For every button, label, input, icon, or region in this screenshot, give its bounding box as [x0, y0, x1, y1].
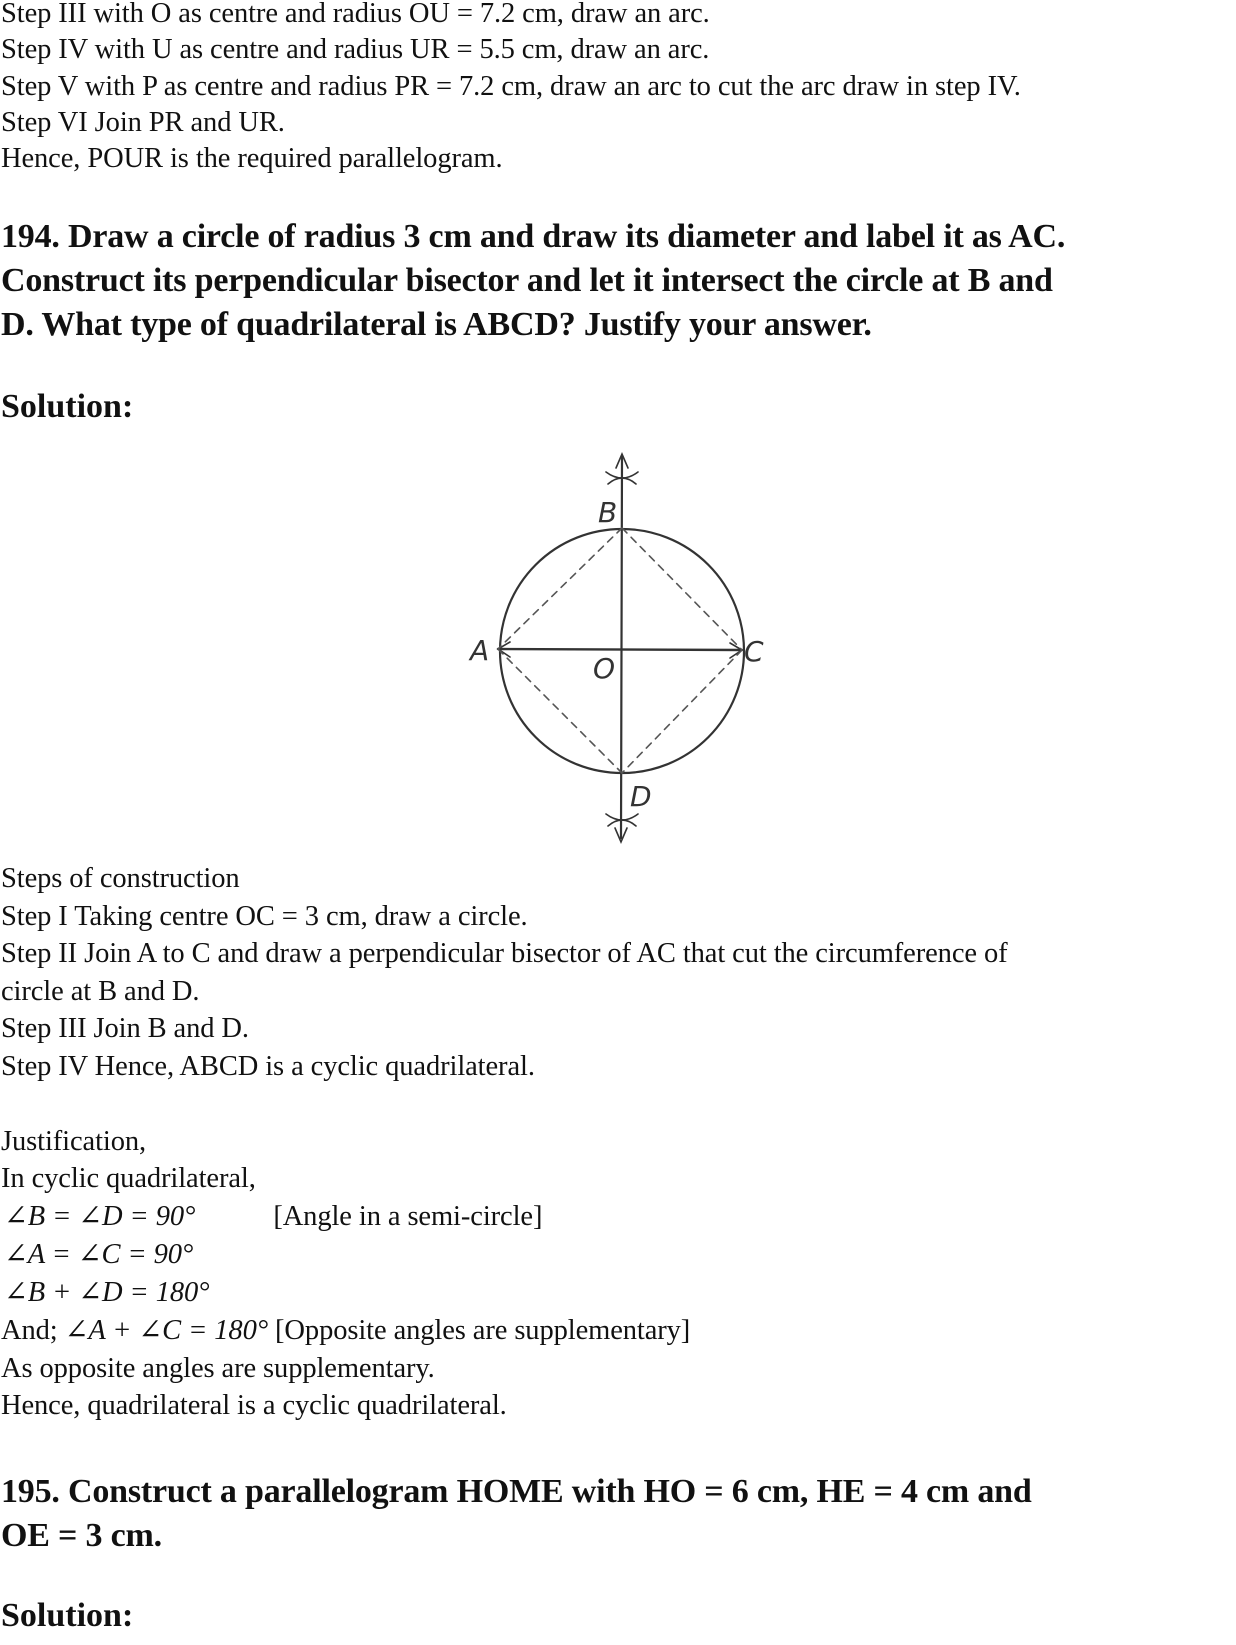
question-195-line-2: OE = 3 cm.	[1, 1517, 162, 1554]
equation-1-note: [Angle in a semi-circle]	[273, 1201, 543, 1232]
diameter-ac	[498, 649, 742, 650]
justification-heading: Justification,	[1, 1126, 147, 1157]
step-iii-text: Step III with O as centre and radius OU = 7.2 cm, draw an arc.	[1, 0, 710, 29]
step-iii-join-text: Step III Join B and D.	[1, 1013, 249, 1044]
equation-2: ∠A = ∠C = 90°	[4, 1239, 194, 1270]
step-i-text: Step I Taking centre OC = 3 cm, draw a circle.	[1, 901, 528, 932]
justification-line-5: As opposite angles are supplementary.	[1, 1353, 435, 1384]
label-a: A	[470, 634, 490, 667]
question-194-line-2: Construct its perpendicular bisector and let it intersect the circle at B and	[1, 262, 1053, 299]
justification-conclusion: Hence, quadrilateral is a cyclic quadrilateral.	[1, 1390, 507, 1421]
label-o: O	[593, 652, 616, 685]
step-iv-text: Step IV with U as centre and radius UR = 5.5 cm, draw an arc.	[1, 34, 710, 65]
equation-1: ∠B = ∠D = 90°	[4, 1201, 196, 1232]
justification-context: In cyclic quadrilateral,	[1, 1163, 256, 1194]
step-ii-text-cont: circle at B and D.	[1, 976, 200, 1007]
steps-heading: Steps of construction	[1, 863, 240, 894]
equation-3: ∠B + ∠D = 180°	[4, 1277, 210, 1308]
equation-4-note: [Opposite angles are supplementary]	[268, 1315, 691, 1346]
label-c: C	[744, 635, 764, 668]
equation-4: ∠A + ∠C = 180°	[64, 1315, 269, 1346]
solution-heading-194: Solution:	[1, 388, 134, 425]
step-iv-hence-text: Step IV Hence, ABCD is a cyclic quadrilateral.	[1, 1051, 535, 1082]
equation-4-prefix: And;	[1, 1315, 65, 1346]
equation-4-row	[1, 1312, 690, 1350]
question-194-line-3: D. What type of quadrilateral is ABCD? Justify your answer.	[1, 306, 872, 343]
question-195-line-1: 195. Construct a parallelogram HOME with HO = 6 cm, HE = 4 cm and	[1, 1473, 1032, 1510]
question-194-line-1: 194. Draw a circle of radius 3 cm and draw its diameter and label it as AC.	[1, 218, 1066, 255]
conclusion-pour: Hence, POUR is the required parallelogram.	[1, 143, 503, 174]
label-d: D	[630, 780, 652, 813]
equation-1-row	[4, 1198, 542, 1236]
perpendicular-bisector	[621, 456, 622, 838]
circle-construction-diagram	[440, 450, 800, 850]
step-v-text: Step V with P as centre and radius PR = 7.2 cm, draw an arc to cut the arc draw in step IV.	[1, 71, 1021, 102]
step-vi-text: Step VI Join PR and UR.	[1, 107, 285, 138]
label-b: B	[598, 496, 618, 529]
solution-heading-195: Solution:	[1, 1597, 134, 1634]
step-ii-text: Step II Join A to C and draw a perpendicular bisector of AC that cut the circumference of	[1, 938, 1008, 969]
